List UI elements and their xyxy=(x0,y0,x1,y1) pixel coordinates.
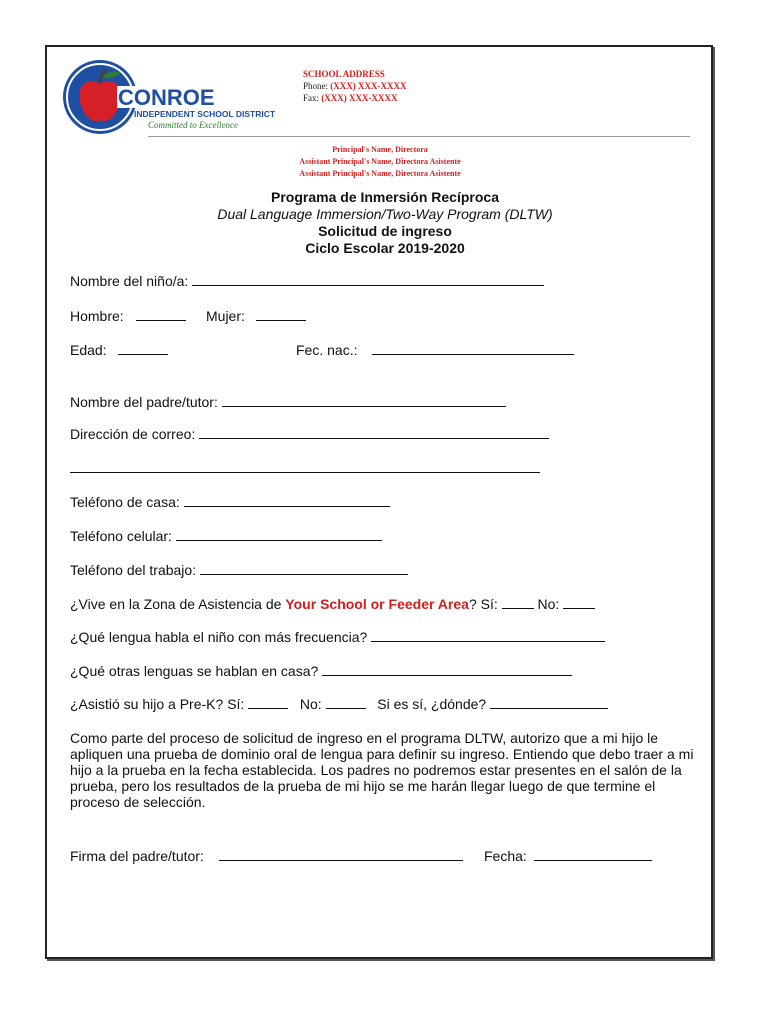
zone-question-row: ¿Vive en la Zona de Asistencia de Your School or Feeder Area? Sí: No: xyxy=(70,596,595,612)
other-languages-field[interactable] xyxy=(322,663,572,676)
child-name-field[interactable] xyxy=(192,273,544,286)
age-field[interactable] xyxy=(118,342,168,355)
address-field[interactable] xyxy=(199,426,549,439)
child-name-row xyxy=(70,273,544,289)
female-label: Mujer: xyxy=(206,308,245,324)
title-application: Solicitud de ingreso xyxy=(318,223,452,239)
parent-name-label: Nombre del padre/tutor: xyxy=(70,394,218,410)
prek-where-field[interactable] xyxy=(490,696,608,709)
work-phone-field[interactable] xyxy=(200,562,408,575)
phone-label: Phone: xyxy=(303,81,329,91)
logo-tagline: Committed to Excellence xyxy=(148,120,238,130)
principals-block xyxy=(200,144,560,180)
consent-paragraph: Como parte del proceso de solicitud de ingreso en el programa DLTW, autorizo que a mi hijo le apliquen una prueba de dominio oral de lengua para definir su ingreso. Entiendo que debo traer a mi hijo a la prueba en la fecha establecida. Los padres no podremos estar presentes en el salón de la prueba, pero los resultados de la prueba de mi hijo se me harán llegar luego de que termine el proceso de selección. xyxy=(70,730,694,810)
language-question: ¿Qué lengua habla el niño con más frecuencia? xyxy=(70,629,368,645)
work-phone-row xyxy=(70,562,408,578)
signature-label: Firma del padre/tutor: xyxy=(70,848,204,864)
header-divider xyxy=(148,136,690,137)
dob-field[interactable] xyxy=(372,342,574,355)
zone-question-text: ¿Vive en la Zona de Asistencia de xyxy=(70,596,286,612)
cell-phone-label: Teléfono celular: xyxy=(70,528,172,544)
prek-yes-field[interactable] xyxy=(248,696,288,709)
address-label: Dirección de correo: xyxy=(70,426,196,442)
other-languages-question: ¿Qué otras lenguas se hablan en casa? xyxy=(70,663,319,679)
male-field[interactable] xyxy=(136,308,186,321)
home-phone-field[interactable] xyxy=(184,494,390,507)
logo-subtitle: INDEPENDENT SCHOOL DISTRICT xyxy=(134,109,276,119)
zone-yes-field[interactable] xyxy=(502,596,534,609)
title-school-year: Ciclo Escolar 2019-2020 xyxy=(305,240,465,256)
language-question-row xyxy=(70,629,605,645)
prek-no-field[interactable] xyxy=(326,696,366,709)
assistant-principal-name: Assistant Principal's Name, Directora Asistente xyxy=(299,157,461,166)
address-row xyxy=(70,426,549,442)
school-area-name: Your School or Feeder Area xyxy=(285,596,469,612)
parent-name-field[interactable] xyxy=(222,394,506,407)
district-logo xyxy=(62,58,292,136)
dob-label: Fec. nac.: xyxy=(296,342,358,358)
cell-phone-row xyxy=(70,528,382,544)
male-label: Hombre: xyxy=(70,308,124,324)
assistant-principal-name: Assistant Principal's Name, Directora Asistente xyxy=(299,169,461,178)
form-title xyxy=(120,189,650,257)
address-line2-row xyxy=(70,460,540,476)
signature-field[interactable] xyxy=(219,848,463,861)
fax-label: Fax: xyxy=(303,93,320,103)
principal-name: Principal's Name, Directora xyxy=(332,145,428,154)
phone-value: (XXX) XXX-XXXX xyxy=(330,81,407,91)
age-label: Edad: xyxy=(70,342,107,358)
school-address: SCHOOL ADDRESS xyxy=(303,69,385,79)
parent-name-row xyxy=(70,394,506,410)
date-field[interactable] xyxy=(534,848,652,861)
school-address-block xyxy=(303,68,407,104)
date-label: Fecha: xyxy=(484,848,527,864)
child-name-label: Nombre del niño/a: xyxy=(70,273,189,289)
fax-value: (XXX) XXX-XXXX xyxy=(321,93,398,103)
home-phone-label: Teléfono de casa: xyxy=(70,494,180,510)
home-phone-row xyxy=(70,494,390,510)
female-field[interactable] xyxy=(256,308,306,321)
prek-where-label: Si es sí, ¿dónde? xyxy=(377,696,487,712)
prek-question: ¿Asistió su hijo a Pre-K? xyxy=(70,696,224,712)
cell-phone-field[interactable] xyxy=(176,528,382,541)
prek-row xyxy=(70,696,608,712)
zone-yes-label: Sí: xyxy=(480,596,498,612)
work-phone-label: Teléfono del trabajo: xyxy=(70,562,197,578)
title-program-english: Dual Language Immersion/Two-Way Program (DLTW) xyxy=(217,206,553,222)
address-line2-field[interactable] xyxy=(70,460,540,473)
prek-yes-label: Sí: xyxy=(227,696,245,712)
other-languages-row xyxy=(70,663,572,679)
logo-name: CONROE xyxy=(118,85,215,110)
zone-no-field[interactable] xyxy=(563,596,595,609)
title-program: Programa de Inmersión Recíproca xyxy=(271,189,499,205)
prek-no-label: No: xyxy=(299,696,322,712)
zone-no-label: No: xyxy=(537,596,560,612)
language-field[interactable] xyxy=(371,629,605,642)
